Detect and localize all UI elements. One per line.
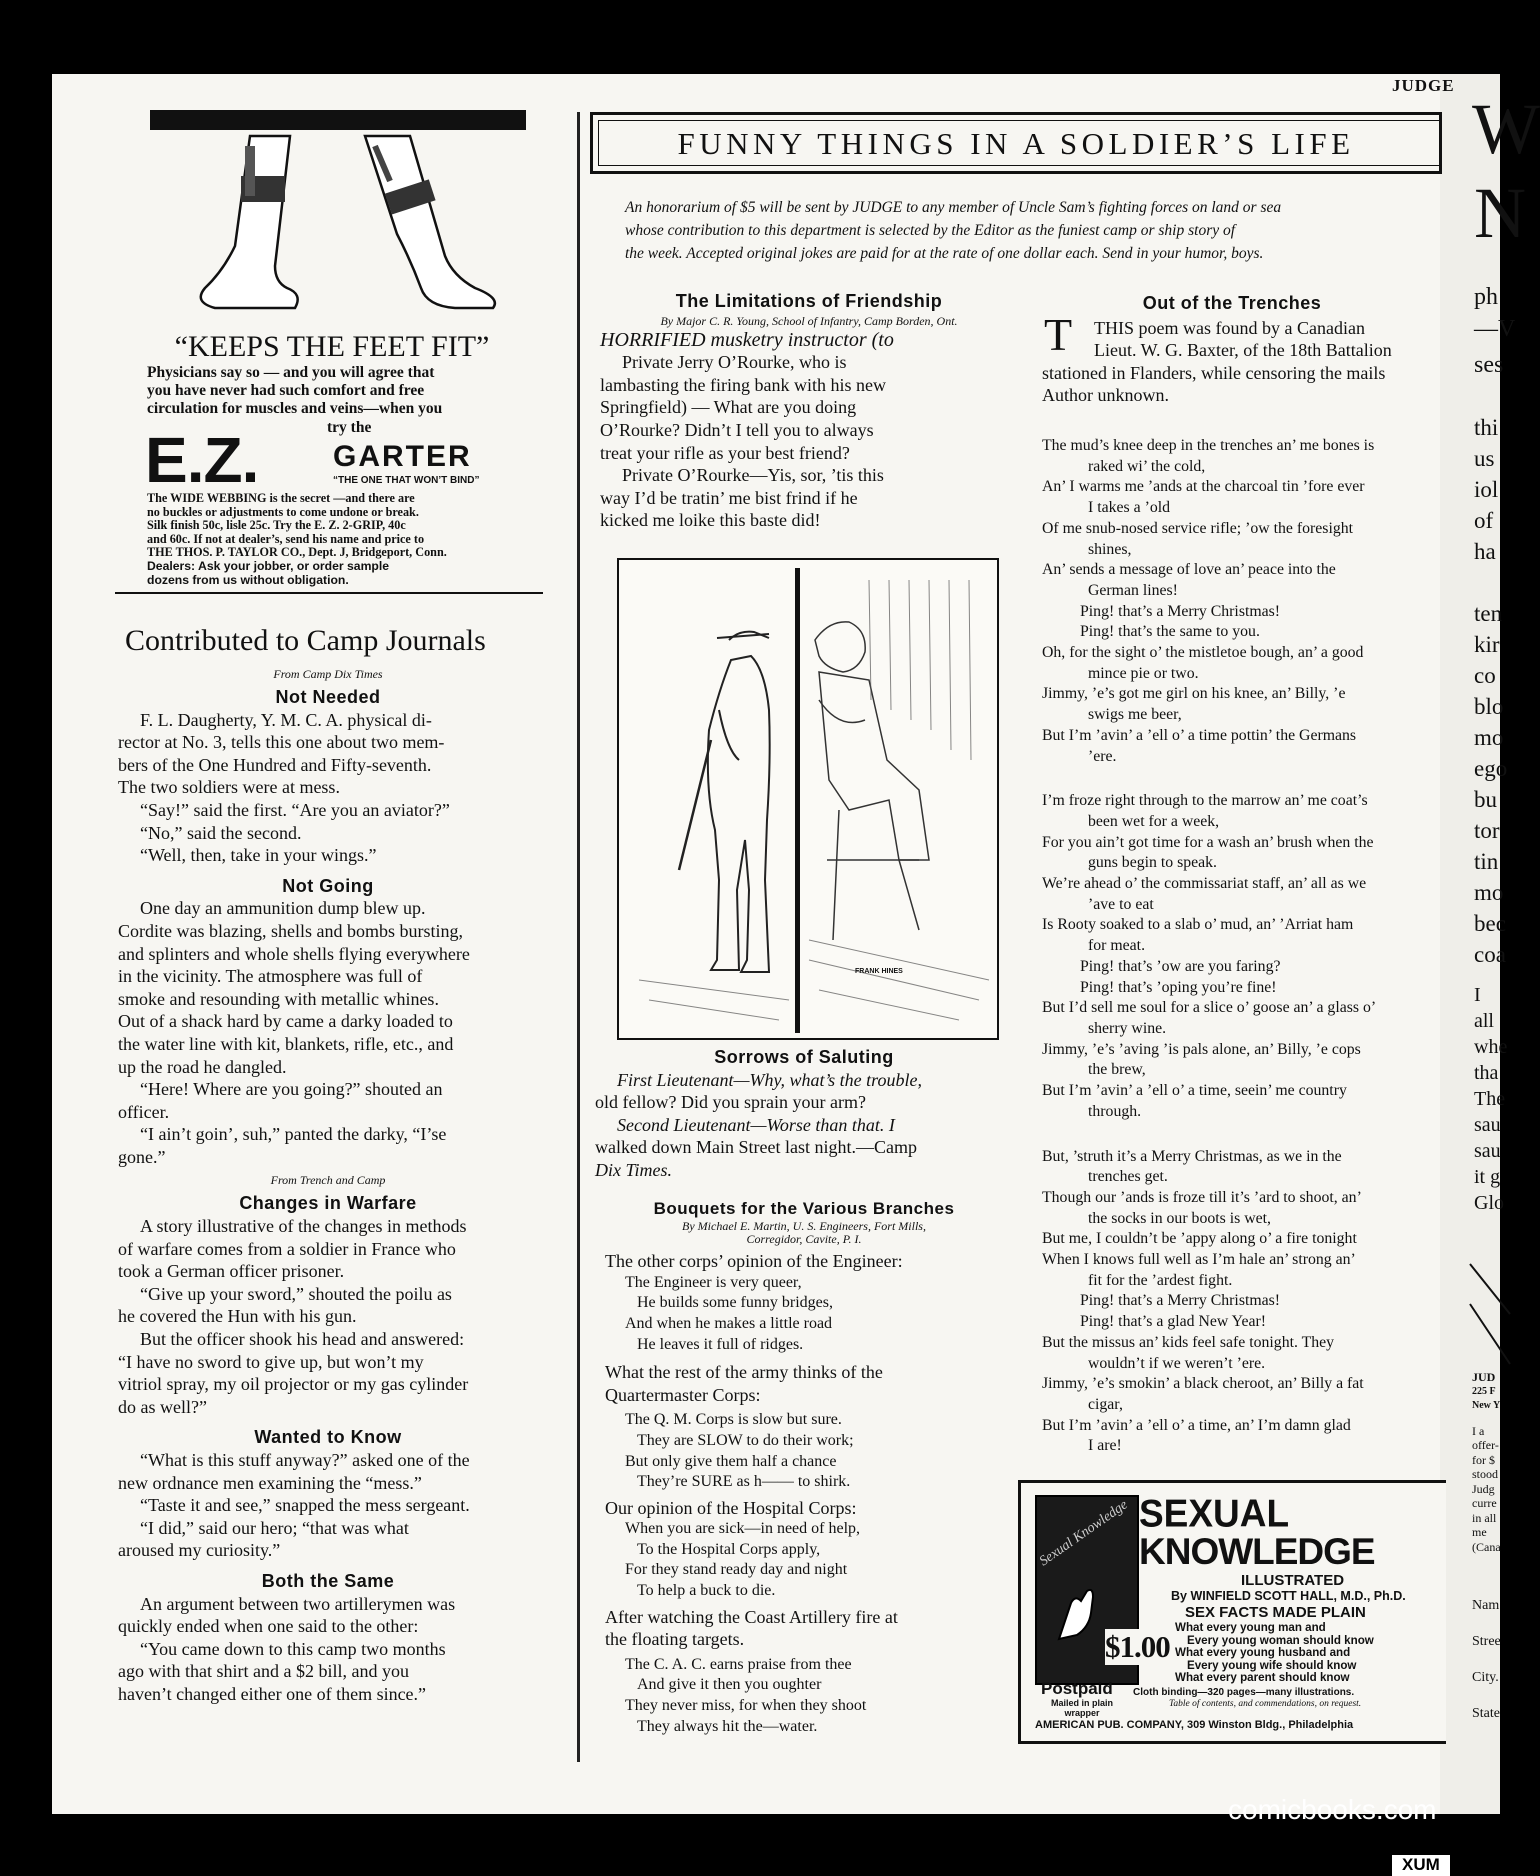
ad-product: GARTER (333, 440, 472, 473)
middle-column-bottom (595, 1046, 1025, 1737)
story-line: up the road he dangled. (118, 1056, 287, 1077)
edge-line: of (1474, 508, 1494, 533)
right-column (1042, 292, 1442, 407)
edge-field-label: Nam (1472, 1598, 1500, 1613)
intro-line: An honorarium of $5 will be sent by JUDGE to any member of Uncle Sam’s fighting forces on land or sea (625, 199, 1282, 216)
poem-line: been wet for a week, (1088, 812, 1220, 830)
poem-line: Ping! that’s the same to you. (1080, 623, 1260, 641)
feature-banner (590, 112, 1442, 174)
verse-intro: The other corps’ opinion of the Engineer: (605, 1251, 903, 1272)
edge-line: bu (1474, 787, 1497, 812)
poem-line: Of me snub-nosed service rifle; ’ow the foresight (1042, 519, 1354, 537)
poem-line: Oh, for the sight o’ the mistletoe bough, an’ a good (1042, 644, 1364, 662)
poem-line: But I’m ’avin’ a ’ell o’ a time, an’ I’m damn glad (1042, 1416, 1351, 1434)
story-line: O’Rourke? Didn’t I tell you to always (600, 419, 874, 440)
story-line: “What is this stuff anyway?” asked one of the (140, 1450, 470, 1470)
story-line: the water line with kit, blankets, rifle, etc., and (118, 1033, 454, 1054)
story-line: “I did,” said our hero; “that was what (140, 1517, 409, 1538)
left-column (118, 666, 538, 1706)
edge-field-label: Stree (1472, 1634, 1501, 1649)
ad-fine-line: and 60c. If not at dealer’s, send his name and price to (147, 531, 425, 546)
next-page-fragments (1450, 76, 1540, 1806)
hand-icon (1051, 1583, 1111, 1643)
poem-line: swigs me beer, (1088, 706, 1182, 724)
ad-fine-line: Dealers: Ask your jobber, or order sample (147, 558, 390, 573)
story-line: quickly ended when one said to the other: (118, 1616, 419, 1637)
edge-word: N (1474, 173, 1526, 253)
edge-fields (1472, 1588, 1501, 1732)
story-line: The two soldiers were at mess. (118, 777, 340, 798)
story-line: in the vicinity. The atmosphere was full of (118, 966, 423, 987)
legs-illustration (175, 116, 505, 316)
story-line: An argument between two artillerymen was (140, 1593, 456, 1614)
edge-body-2 (1474, 982, 1507, 1216)
edge-word: —V (1474, 316, 1516, 342)
ad-body-line: circulation for muscles and veins—when you (147, 400, 443, 417)
edge-line: (Cana (1472, 1539, 1501, 1554)
story-line: walked down Main Street last night.—Camp (595, 1137, 917, 1158)
ad-fine-line: dozens from us without obligation. (147, 572, 349, 587)
poem-line: Jimmy, ’e’s smokin’ a black cheroot, an’ Billy a fat (1042, 1375, 1364, 1393)
book-illustrated: ILLUSTRATED (1241, 1572, 1345, 1589)
story-line: “Taste it and see,” snapped the mess sergeant. (140, 1495, 470, 1516)
edge-line: sau (1474, 1140, 1501, 1162)
book-author: By WINFIELD SCOTT HALL, M.D., Ph.D. (1171, 1589, 1406, 1603)
story-line: Out of a shack hard by came a darky loaded to (118, 1011, 453, 1032)
verse-line: They always hit the—water. (637, 1717, 818, 1735)
edge-line: sau (1474, 1114, 1501, 1136)
story-heading: Sorrows of Saluting (714, 1047, 894, 1067)
poem-line: Jimmy, ’e’s got me girl on his knee, an’ Billy, ’e (1042, 685, 1346, 703)
story-line: THIS poem was found by a Canadian (1094, 317, 1365, 338)
edge-line: offer- (1472, 1438, 1499, 1452)
ad-fine-line: Silk finish 50c, lisle 25c. Try the E. Z. 2-GRIP, 40c (147, 518, 406, 533)
verse-intro: Our opinion of the Hospital Corps: (605, 1497, 857, 1518)
edge-line: tha (1474, 1062, 1499, 1084)
edge-line: New Y (1472, 1400, 1501, 1411)
edge-word: W (1472, 89, 1540, 169)
book-toc: Table of contents, and commendations, on request. (1169, 1699, 1362, 1709)
poem-line: the brew, (1088, 1061, 1146, 1079)
edge-line: bec (1474, 911, 1506, 936)
book-binding: Cloth binding—320 pages—many illustrations. (1133, 1687, 1355, 1698)
story-heading: Changes in Warfare (239, 1193, 417, 1214)
ad-fine-line: no buckles or adjustments to come undone or break. (147, 504, 419, 519)
edge-line: coa (1474, 942, 1506, 967)
drop-cap: T (1044, 309, 1073, 360)
poem-line: I are! (1088, 1437, 1122, 1455)
story-line: Author unknown. (1042, 385, 1169, 406)
poem-line: But I’m ’avin’ a ’ell o’ a time pottin’ the Germans (1042, 726, 1357, 744)
story-heading: Out of the Trenches (1142, 293, 1322, 313)
poem-line: But I’m ’avin’ a ’ell o’ a time, seein’ me country (1042, 1082, 1347, 1100)
edge-line: ego (1474, 756, 1508, 781)
book-line: Every young woman should know (1187, 1633, 1374, 1647)
story-line: Dix Times. (595, 1159, 673, 1180)
edge-line: curre (1472, 1496, 1497, 1510)
story-line: “Say!” said the first. “Are you an aviator?” (140, 799, 450, 820)
poem-line: ’ave to eat (1088, 895, 1154, 913)
feature-intro (625, 196, 1445, 265)
book-title-2: KNOWLEDGE (1139, 1531, 1375, 1572)
edge-line: all (1474, 1010, 1494, 1032)
poem-line: An’ I warms me ’ands at the charcoal tin ’fore ever (1042, 478, 1365, 496)
story-line: Springfield) — What are you doing (600, 397, 857, 418)
poem-line: Jimmy, ’e’s ’aving ’is pals alone, an’ Billy, ’e cops (1042, 1040, 1361, 1058)
stanza-gap (1042, 767, 1442, 791)
poem-line: for meat. (1088, 937, 1146, 955)
verse-intro: Quartermaster Corps: (605, 1384, 761, 1405)
edge-line: co (1474, 663, 1496, 688)
poem-line: Is Rooty soaked to a slab o’ mud, an’ ’Arriat ham (1042, 916, 1354, 934)
poem-line: An’ sends a message of love an’ peace into the (1042, 561, 1336, 579)
edge-line: JUD (1472, 1370, 1496, 1384)
poem-line: But me, I couldn’t be ’appy along o’ a fire tonight (1042, 1230, 1357, 1248)
source-credit: From Camp Dix Times (273, 667, 383, 681)
poem-line: Ping! that’s a glad New Year! (1080, 1313, 1267, 1331)
poem-line: I takes a ’old (1088, 499, 1171, 517)
book-ad (1018, 1480, 1446, 1744)
story-line: do as well?” (118, 1396, 207, 1417)
edge-line: kir (1474, 632, 1500, 657)
edge-line: The (1474, 1088, 1506, 1110)
book-publisher: AMERICAN PUB. COMPANY, 309 Winston Bldg., Philadelphia (1035, 1719, 1354, 1731)
story-line: took a German officer prisoner. (118, 1261, 345, 1282)
book-mailed-line: wrapper (1064, 1708, 1100, 1718)
poem (1042, 436, 1442, 1457)
book-cover-title: Sexual Knowledge (1037, 1497, 1131, 1570)
ad-fine-line: The WIDE WEBBING is the secret —and there are (147, 491, 415, 505)
verse-line: When you are sick—in need of help, (625, 1520, 861, 1538)
edge-line: in all (1472, 1510, 1497, 1525)
book-lines (1175, 1622, 1374, 1685)
poem-line: sherry wine. (1088, 1019, 1167, 1037)
verse-intro: What the rest of the army thinks of the (605, 1362, 883, 1383)
story-line: ago with that shirt and a $2 bill, and you (118, 1661, 409, 1682)
verse-line: And when he makes a little road (625, 1314, 833, 1332)
story-line: of warfare comes from a soldier in France who (118, 1238, 456, 1259)
book-line: What every young husband and (1175, 1646, 1351, 1660)
intro-line: the week. Accepted original jokes are paid for at the rate of one dollar each. Send in your humor, boys. (625, 245, 1264, 262)
book-line: What every parent should know (1175, 1671, 1350, 1685)
edge-line: me (1472, 1525, 1487, 1539)
story-line: treat your rifle as your best friend? (600, 442, 850, 463)
book-line: Every young wife should know (1187, 1658, 1357, 1672)
edge-line: it g (1474, 1166, 1501, 1188)
story-line: Private Jerry O’Rourke, who is (622, 352, 847, 373)
poem-line: The mud’s knee deep in the trenches an’ me bones is (1042, 437, 1375, 454)
edge-line: Judg (1472, 1481, 1495, 1496)
story-line: One day an ammunition dump blew up. (140, 898, 426, 919)
edge-field-label: City. (1472, 1670, 1499, 1685)
story-byline: By Michael E. Martin, U. S. Engineers, Fort Mills, (682, 1219, 926, 1234)
story-line: officer. (118, 1101, 170, 1122)
edge-line: mo (1474, 725, 1504, 750)
ad-rule-bottom (115, 592, 543, 594)
story-line: “Well, then, take in your wings.” (140, 845, 377, 866)
story-line: “You came down to this camp two months (140, 1638, 446, 1659)
intro-line: whose contribution to this department is selected by the Editor as the funiest camp or ship story of (625, 222, 1236, 239)
story-line: But the officer shook his head and answered: (140, 1329, 465, 1350)
column-rule (577, 112, 580, 1762)
verse-line: They’re SURE as h—— to shirk. (637, 1473, 851, 1491)
bottom-tag: XUM (1392, 1855, 1450, 1876)
poem-line: Ping! that’s ’ow are you faring? (1080, 957, 1281, 975)
cartoon-illustration (617, 558, 999, 1040)
story-line: First Lieutenant—Why, what’s the trouble, (617, 1069, 922, 1090)
story-line: and splinters and whole shells flying everywhere (118, 943, 470, 964)
verse-line: But only give them half a chance (625, 1452, 837, 1470)
verse-line: They never miss, for when they shoot (625, 1697, 867, 1715)
ad-slogan: “KEEPS THE FEET FIT” (174, 330, 490, 363)
poem-line: guns begin to speak. (1088, 854, 1217, 872)
story-line: he covered the Hun with his gun. (118, 1306, 357, 1327)
story-line: A story illustrative of the changes in methods (140, 1216, 467, 1237)
story-line: “I have no sword to give up, but won’t my (118, 1351, 424, 1372)
cartoon-signature: FRANK HINES (855, 968, 903, 975)
verse-line: And give it then you oughter (637, 1676, 822, 1694)
story-line: smoke and resounding with metallic whines. (118, 988, 439, 1009)
poem-line: We’re ahead o’ the commissariat staff, an’ all as we (1042, 875, 1367, 893)
edge-line: tor (1474, 818, 1500, 843)
story-heading: Not Needed (275, 687, 381, 707)
poem-line: German lines! (1088, 581, 1178, 599)
ad-fine-line: THE THOS. P. TAYLOR CO., Dept. J, Bridgeport, Conn. (147, 545, 447, 560)
story-line: rector at No. 3, tells this one about two mem- (118, 732, 445, 753)
edge-line: iol (1474, 477, 1499, 502)
ad-body-line: you have never had such comfort and free (147, 382, 425, 399)
story-heading: Bouquets for the Various Branches (653, 1198, 955, 1218)
source-credit: From Trench and Camp (270, 1173, 386, 1188)
poem-line: For you ain’t got time for a wash an’ brush when the (1042, 833, 1374, 851)
story-heading: Wanted to Know (254, 1427, 402, 1448)
story-heading: Both the Same (261, 1570, 395, 1591)
edge-line: 225 F (1472, 1385, 1496, 1397)
story-line: HORRIFIED musketry instructor (to (600, 328, 894, 351)
poem-line: Ping! that’s a Merry Christmas! (1080, 602, 1281, 620)
poem-line: I’m froze right through to the marrow an’ me coat’s (1042, 792, 1368, 810)
book-price: $1.00 (1105, 1629, 1170, 1664)
ad-fine-print (147, 492, 537, 587)
edge-line (1472, 1414, 1501, 1424)
story-line: “I ain’t goin’, suh,” panted the darky, “I’se (140, 1124, 447, 1145)
story-line: lambasting the firing bank with his new (600, 374, 886, 395)
poem-line: through. (1088, 1102, 1142, 1120)
edge-line: I a (1472, 1423, 1485, 1438)
verse-intro: After watching the Coast Artillery fire at (605, 1606, 898, 1627)
story-line: way I’d be tratin’ me bist frind if he (600, 487, 858, 508)
edge-line: ten (1474, 601, 1503, 626)
poem-line: cigar, (1088, 1395, 1123, 1413)
poem-line: mince pie or two. (1088, 664, 1199, 682)
book-postpaid: Postpaid (1041, 1679, 1113, 1698)
ad-try-the: try the (327, 419, 372, 436)
book-mailed (1051, 1698, 1113, 1718)
ad-brand: E.Z. (145, 424, 259, 496)
edge-line (1474, 567, 1507, 598)
story-line: F. L. Daugherty, Y. M. C. A. physical di- (140, 709, 432, 730)
story-line: vitriol spray, my oil projector or my gas cylinder (118, 1374, 469, 1395)
edge-line: stood (1472, 1467, 1499, 1481)
ad-body-line: Physicians say so — and you will agree that (147, 364, 435, 381)
poem-line: raked wi’ the cold, (1088, 457, 1206, 475)
book-line: What every young man and (1175, 1621, 1326, 1634)
poem-line: But, ’struth it’s a Merry Christmas, as we in the (1042, 1147, 1342, 1165)
edge-diagonal-lines (1470, 1254, 1510, 1374)
edge-line: tin (1474, 849, 1499, 874)
edge-line: Glo (1474, 1192, 1504, 1214)
story-line: new ordnance men examining the “mess.” (118, 1472, 422, 1493)
edge-word: ph (1474, 284, 1498, 310)
poem-line: Though our ’ands is froze till it’s ’ard to shoot, an’ (1042, 1188, 1362, 1206)
story-line: kicked me loike this baste did! (600, 510, 821, 531)
story-line: “Here! Where are you going?” shouted an (140, 1079, 443, 1100)
book-subtitle: SEX FACTS MADE PLAIN (1185, 1604, 1366, 1621)
book-mailed-line: Mailed in plain (1051, 1698, 1114, 1708)
story-line: old fellow? Did you sprain your arm? (595, 1092, 866, 1113)
edge-line: mo (1474, 880, 1504, 905)
story-line: Private O’Rourke—Yis, sor, ’tis this (622, 465, 884, 486)
story-line: bers of the One Hundred and Fifty-seventh. (118, 754, 432, 775)
story-heading: The Limitations of Friendship (675, 291, 943, 311)
poem-line: ’ere. (1088, 747, 1117, 765)
middle-column-top (600, 290, 1020, 532)
banner-title: FUNNY THINGS IN A SOLDIER’S LIFE (677, 126, 1355, 161)
story-line: aroused my curiosity.” (118, 1540, 281, 1561)
edge-line: for $ (1472, 1452, 1495, 1467)
verse-intro: the floating targets. (605, 1629, 745, 1650)
story-line: gone.” (118, 1146, 166, 1167)
story-byline: By Major C. R. Young, School of Infantry, Camp Borden, Ont. (660, 313, 958, 328)
edge-coupon (1472, 1370, 1501, 1554)
running-head: JUDGE (1392, 76, 1455, 95)
story-line: Second Lieutenant—Worse than that. I (617, 1114, 895, 1135)
book-title-1: SEXUAL (1139, 1491, 1290, 1535)
story-heading: Not Going (282, 875, 374, 896)
verse-line: To help a buck to die. (637, 1582, 776, 1600)
verse-line: He builds some funny bridges, (637, 1294, 833, 1312)
stanza-gap (1042, 1123, 1442, 1147)
poem-line: fit for the ’ardest fight. (1088, 1271, 1233, 1289)
story-line: haven’t changed either one of them since.” (118, 1683, 427, 1704)
cartoon-drawing (619, 560, 997, 1038)
edge-word: ses (1474, 352, 1504, 378)
poem-line: trenches get. (1088, 1168, 1168, 1186)
section-title: Contributed to Camp Journals (125, 624, 486, 657)
ad-tagline: “THE ONE THAT WON’T BIND” (333, 475, 480, 486)
verse-line: The Engineer is very queer, (625, 1273, 802, 1291)
verse-line: For they stand ready day and night (625, 1561, 848, 1579)
edge-field-label: State (1472, 1706, 1500, 1721)
story-line: stationed in Flanders, while censoring the mails (1042, 362, 1386, 383)
edge-body (1474, 412, 1507, 970)
edge-line: blo (1474, 694, 1504, 719)
story-line: “No,” said the second. (140, 822, 302, 843)
watermark: comicbooks.com (1228, 1794, 1437, 1825)
verse-line: To the Hospital Corps apply, (637, 1540, 821, 1558)
poem-line: Ping! that’s ’oping you’re fine! (1080, 978, 1277, 996)
verse-line: They are SLOW to do their work; (637, 1431, 854, 1449)
verse-line: The Q. M. Corps is slow but sure. (625, 1411, 842, 1429)
garter-ad (115, 98, 535, 598)
edge-line: thi (1474, 415, 1499, 440)
verse-line: The C. A. C. earns praise from thee (625, 1655, 852, 1673)
poem-line: But I’d sell me soul for a slice o’ goose an’ a glass o’ (1042, 999, 1377, 1017)
story-byline: Corregidor, Cavite, P. I. (746, 1232, 862, 1247)
verse-line: He leaves it full of ridges. (637, 1335, 804, 1353)
story-line: “Give up your sword,” shouted the poilu as (140, 1283, 452, 1304)
story-line: Lieut. W. G. Baxter, of the 18th Battalion (1094, 340, 1392, 361)
poem-line: shines, (1088, 540, 1132, 558)
poem-line: wouldn’t if we weren’t ’ere. (1088, 1354, 1266, 1372)
ad-body (147, 364, 527, 418)
story-line: Cordite was blazing, shells and bombs bursting, (118, 920, 463, 941)
edge-line: us (1474, 446, 1495, 471)
edge-line: whe (1474, 1036, 1508, 1058)
edge-line: ha (1474, 539, 1496, 564)
poem-line: the socks in our boots is wet, (1088, 1209, 1271, 1227)
poem-line: But the missus an’ kids feel safe tonight. They (1042, 1333, 1335, 1351)
poem-line: When I knows full well as I’m hale an’ strong an’ (1042, 1251, 1356, 1269)
edge-line: I (1474, 984, 1481, 1006)
poem-line: Ping! that’s a Merry Christmas! (1080, 1292, 1281, 1310)
